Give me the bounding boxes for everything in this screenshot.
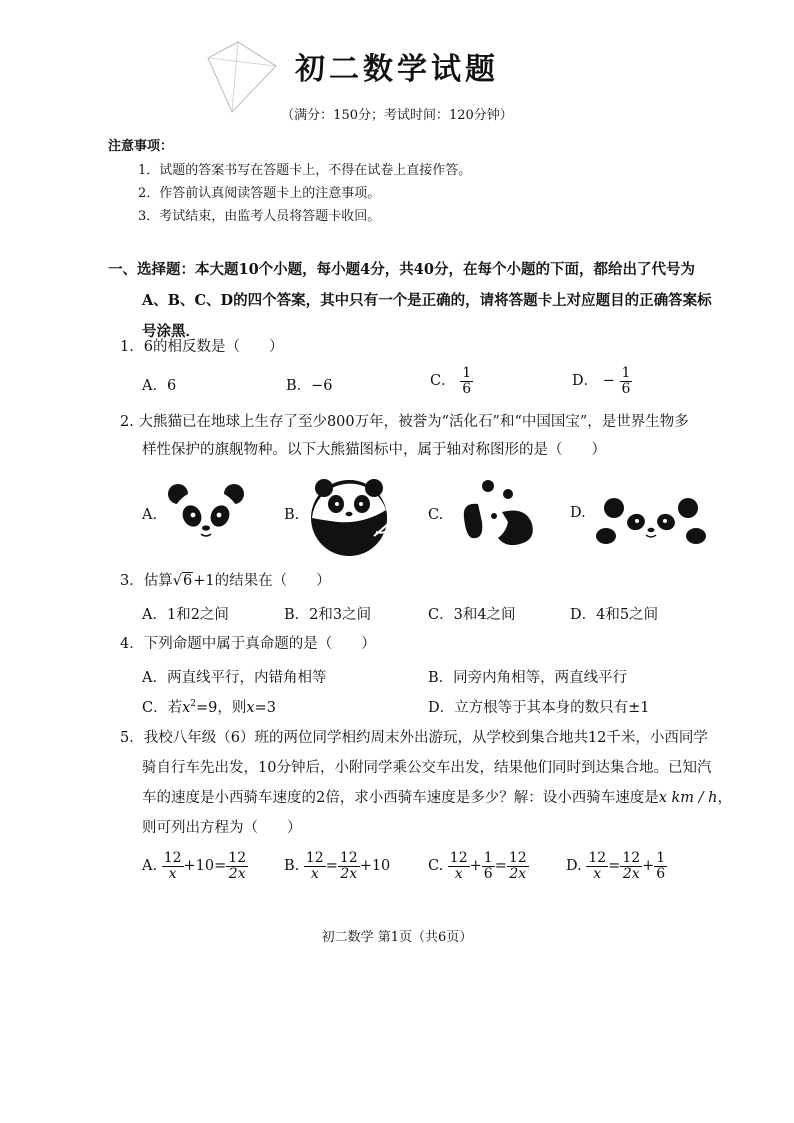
question-5-line <box>142 787 732 809</box>
q1-option-c <box>430 366 473 396</box>
q5-line3-text: 车的速度是小西骑车速度的2倍，求小西骑车速度是多少？解：设小西骑车速度是 <box>142 790 659 806</box>
section-heading-line: 号涂黑． <box>142 323 200 340</box>
q3-prefix: 3．估算 <box>120 573 173 589</box>
numerator: 1 <box>483 850 493 866</box>
var-x: x <box>182 700 191 716</box>
panda-icon-a <box>166 480 246 550</box>
option-label: A. <box>142 858 158 875</box>
numerator: 1 <box>621 365 631 381</box>
denominator: 2x <box>509 865 527 882</box>
numerator: 1 <box>462 365 472 381</box>
q2-option-d-label: D. <box>570 505 586 521</box>
numerator: 12 <box>228 850 247 866</box>
q3-option-a: A．1和2之间 <box>142 607 229 623</box>
option-label: D. <box>566 858 582 875</box>
fraction <box>448 851 470 881</box>
q2-option-c-label: C. <box>428 507 444 523</box>
denominator: x <box>593 865 602 882</box>
note-item: 3．考试结束，由监考人员将答题卡收回。 <box>138 209 381 224</box>
question-5-line: 则可列出方程为（ ） <box>142 820 302 836</box>
numerator: 12 <box>163 850 182 866</box>
minus-sign: − <box>602 373 615 390</box>
fraction <box>620 366 633 396</box>
denominator: 6 <box>656 865 666 882</box>
numerator: 1 <box>656 850 666 866</box>
numerator: 12 <box>622 850 641 866</box>
numerator: 12 <box>508 850 527 866</box>
q3-plus-one: +1 <box>193 573 215 589</box>
q5-option-d <box>566 851 667 881</box>
q4-option-b: B．同旁内角相等，两直线平行 <box>428 670 628 686</box>
numerator: 12 <box>588 850 607 866</box>
panda-icon-b <box>304 474 394 559</box>
denominator: 6 <box>462 380 472 397</box>
numerator: 12 <box>339 850 358 866</box>
denominator: x <box>310 865 319 882</box>
q4-option-d: D．立方根等于其本身的数只有±1 <box>428 700 650 716</box>
notes-heading: 注意事项： <box>108 139 174 154</box>
plus-ten-equals: +10= <box>183 858 227 875</box>
question-4-stem: 4．下列命题中属于真命题的是（ ） <box>120 636 376 652</box>
section-heading-line: A、B、C、D的四个答案，其中只有一个是正确的，请将答题卡上对应题目的正确答案标 <box>142 292 712 309</box>
q5-option-a <box>142 851 248 881</box>
plus-ten: +10 <box>359 858 391 875</box>
q3-option-b: B．2和3之间 <box>284 607 372 623</box>
plus-sign: + <box>469 858 482 875</box>
q4-option-c <box>142 696 276 717</box>
q1-option-d <box>572 366 632 396</box>
fraction <box>507 851 529 881</box>
var-x: x <box>246 700 255 716</box>
fraction <box>620 851 642 881</box>
fraction <box>304 851 326 881</box>
panda-icon-d <box>596 494 706 550</box>
section-heading <box>108 254 738 347</box>
q5-option-c <box>428 851 529 881</box>
q3-suffix: 的结果在（ ） <box>214 573 331 589</box>
note-item: 2．作答前认真阅读答题卡上的注意事项。 <box>138 186 381 201</box>
denominator: 2x <box>340 865 358 882</box>
fraction <box>654 851 667 881</box>
q4c-mid: =9，则 <box>196 700 247 716</box>
plus-sign: + <box>642 858 655 875</box>
q1-option-b: B．−6 <box>286 378 333 394</box>
fraction <box>460 366 473 396</box>
section-heading-line: 一、选择题：本大题10个小题，每小题4分，共40分，在每个小题的下面，都给出了代号为 <box>108 261 695 278</box>
option-label: B. <box>284 858 300 875</box>
question-1-stem: 1．6的相反数是（ ） <box>120 339 284 355</box>
denominator: x <box>454 865 463 882</box>
page-footer: 初二数学 第1页（共6页） <box>321 930 473 945</box>
q3-option-c: C．3和4之间 <box>428 607 516 623</box>
numerator: 12 <box>305 850 324 866</box>
question-2-line: 样性保护的旗舰物种。以下大熊猫图标中，属于轴对称图形的是（ ） <box>142 442 606 458</box>
page-title: 初二数学试题 <box>295 52 499 87</box>
equals-sign: = <box>325 858 338 875</box>
exam-info: （满分：150分；考试时间：120分钟） <box>281 108 513 123</box>
denominator: 2x <box>622 865 640 882</box>
q5-line3-end: ， <box>717 790 732 806</box>
panda-icon-c <box>452 478 542 558</box>
q4c-pre: C．若 <box>142 700 183 716</box>
equals-sign: = <box>608 858 621 875</box>
exponent: 2 <box>190 699 197 710</box>
denominator: 6 <box>621 380 631 397</box>
equals-sign: = <box>494 858 507 875</box>
question-3-stem <box>120 570 331 592</box>
radicand: 6 <box>182 573 193 589</box>
q2-option-b-label: B. <box>284 507 300 523</box>
option-label: C． <box>430 373 456 390</box>
numerator: 12 <box>449 850 468 866</box>
question-5-line: 骑自行车先出发，10分钟后，小附同学乘公交车出发，结果他们同时到达集合地。已知汽 <box>142 760 712 776</box>
q4-option-a: A．两直线平行，内错角相等 <box>142 670 327 686</box>
q2-option-a-label: A. <box>142 507 158 523</box>
option-label: D． <box>572 373 599 390</box>
radical-sign-icon: √ <box>172 573 182 589</box>
fraction <box>338 851 360 881</box>
question-5-line: 5．我校八年级（6）班的两位同学相约周末外出游玩，从学校到集合地共12千米，小西同学 <box>120 730 708 746</box>
q5-option-b <box>284 851 390 881</box>
fraction <box>162 851 184 881</box>
q5-variable: x km / h <box>658 790 718 806</box>
denominator: x <box>168 865 177 882</box>
fraction <box>226 851 248 881</box>
question-2-line: 2. 大熊猫已在地球上生存了至少800万年，被誉为“活化石”和“中国国宝”，是世界生物多 <box>120 414 689 430</box>
denominator: 2x <box>228 865 246 882</box>
fraction <box>586 851 608 881</box>
square-root <box>173 570 193 592</box>
q1-option-a: A．6 <box>142 378 177 394</box>
option-label: C. <box>428 858 444 875</box>
denominator: 6 <box>483 865 493 882</box>
q4c-end: =3 <box>254 700 276 716</box>
note-item: 1．试题的答案书写在答题卡上，不得在试卷上直接作答。 <box>138 163 472 178</box>
fraction <box>482 851 495 881</box>
q3-option-d: D．4和5之间 <box>570 607 659 623</box>
